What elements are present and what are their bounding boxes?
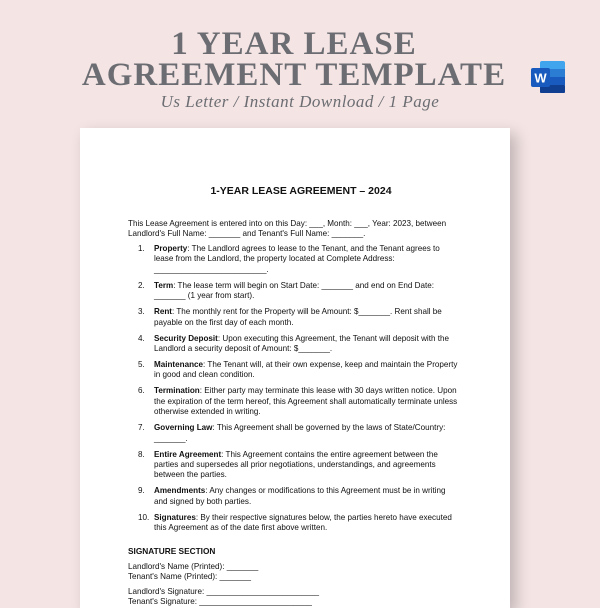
clause-text: : Either party may terminate this lease with 30 days written notice. Upon the expiration of the term hereof, this Agreement shall automatically terminate unless otherwise extended in writing. <box>154 386 458 417</box>
clause-number: 5. <box>138 360 145 370</box>
clause-term: Rent <box>154 307 172 317</box>
clause-number: 10. <box>138 512 150 522</box>
clause-term: Amendments <box>154 486 206 496</box>
clause-number: 9. <box>138 486 145 496</box>
clause-item <box>128 486 458 507</box>
clause-item <box>128 307 458 328</box>
clause-text: : The Landlord agrees to lease to the Tenant, and the Tenant agrees to lease from the Landlord, the property located at Complete Address: _________________________. <box>154 244 440 274</box>
title-line-1: 1 YEAR LEASE <box>171 26 417 62</box>
tenant-signature: Tenant's Signature: _________________________ <box>128 597 312 606</box>
clause-item <box>128 281 458 302</box>
clause-number: 7. <box>138 423 145 433</box>
hero-header <box>0 0 600 122</box>
clause-item <box>128 360 458 381</box>
clause-list <box>128 244 458 539</box>
clause-item <box>128 450 458 481</box>
clause-item <box>128 244 458 275</box>
clause-number: 3. <box>138 307 145 317</box>
clause-number: 1. <box>138 244 145 253</box>
clause-number: 2. <box>138 280 145 290</box>
microsoft-word-icon <box>530 60 566 94</box>
landlord-printed-name: Landlord's Name (Printed): _______ <box>128 562 259 571</box>
intro-paragraph: This Lease Agreement is entered into on this Day: ___, Month: ___, Year: 2023, between Landlord's Full Name: _______ and Tenant's Full Name: _______. <box>128 219 447 239</box>
clause-item <box>128 386 458 417</box>
clause-text: : The lease term will begin on Start Date: _______ and end on End Date: _______ (1 year from start). <box>154 280 435 301</box>
clause-term: Termination <box>154 386 200 396</box>
clause-text: : By their respective signatures below, the parties hereto have executed this Agreement as of the date first above written. <box>154 512 452 533</box>
title-line-2: AGREEMENT TEMPLATE <box>81 57 507 93</box>
clause-term: Property <box>154 244 188 253</box>
word-logo-letter: W <box>534 70 547 86</box>
clause-text: : The monthly rent for the Property will be Amount: $_______. Rent shall be payable on the first day of each month. <box>154 307 442 327</box>
clause-text: : This Agreement shall be governed by the laws of State/Country: _______. <box>154 423 446 443</box>
landlord-signature: Landlord's Signature: _________________________ <box>128 587 320 596</box>
clause-text: : The Tenant will, at their own expense, keep and maintain the Property in good and clean condition. <box>154 360 458 380</box>
clause-item <box>128 513 458 534</box>
clause-item <box>128 334 458 355</box>
clause-term: Security Deposit <box>154 333 218 343</box>
clause-term: Entire Agreement <box>154 449 222 459</box>
document-title: 1-YEAR LEASE AGREEMENT – 2024 <box>210 185 392 197</box>
clause-text: : Any changes or modifications to this Agreement must be in writing and signed by both parties. <box>154 486 446 506</box>
clause-number: 6. <box>138 386 145 396</box>
tenant-printed-name: Tenant's Name (Printed): _______ <box>128 572 252 581</box>
subtitle: Us Letter / Instant Download / 1 Page <box>160 92 440 111</box>
clause-term: Maintenance <box>154 360 204 370</box>
signature-section-heading: SIGNATURE SECTION <box>128 546 216 556</box>
clause-number: 8. <box>138 449 145 459</box>
clause-text: : This Agreement contains the entire agreement between the parties and supersedes all prior negotiations, understandings, and agreements between the parties. <box>154 449 438 480</box>
clause-item <box>128 423 458 444</box>
clause-term: Term <box>154 280 174 290</box>
clause-text: : Upon executing this Agreement, the Tenant will deposit with the Landlord a security deposit of Amount: $_______. <box>154 333 449 354</box>
clause-term: Signatures <box>154 512 196 522</box>
clause-term: Governing Law <box>154 423 213 433</box>
clause-number: 4. <box>138 333 145 343</box>
document-page <box>80 128 510 608</box>
